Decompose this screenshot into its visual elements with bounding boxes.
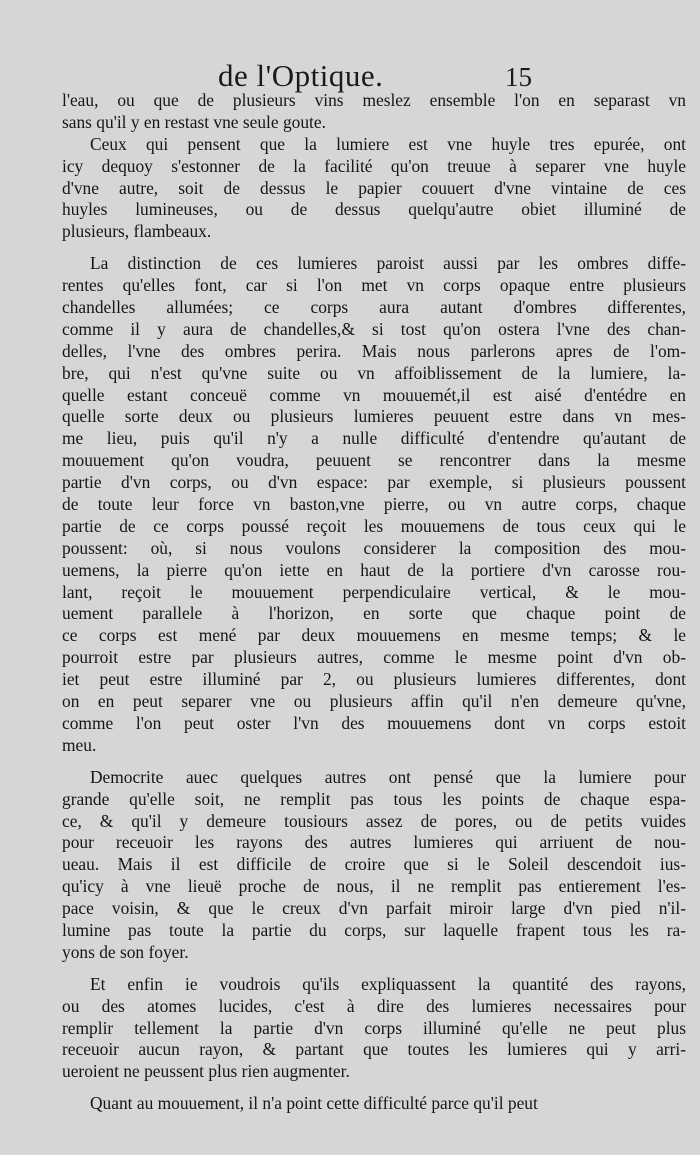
paragraph-gap	[62, 964, 686, 974]
text-line: huyles lumineuses, ou de dessus quelqu'autre obiet illuminé de	[62, 199, 686, 220]
text-line: quelle sorte deux ou plusieurs lumieres peuuent estre dans vn mes-	[62, 406, 686, 427]
text-line: ce corps est mené par deux mouuemens en mesme temps; & le	[62, 625, 686, 646]
text-line: Et enfin ie voudrois qu'ils expliquassent la quantité des rayons,	[90, 973, 686, 994]
text-line: remplir tellement la partie d'vn corps illuminé qu'elle ne peut plus	[62, 1017, 686, 1038]
text-line: yons de son foyer.	[62, 941, 189, 962]
text-line: ueau. Mais il est difficile de croire que si le Soleil descendoit ius-	[62, 854, 686, 875]
text-line: d'vne autre, soit de dessus le papier couuert d'vne vintaine de ces	[62, 177, 686, 198]
text-line: lant, reçoit le mouuement perpendiculaire vertical, & le mou-	[62, 581, 686, 602]
text-line: poussent: où, si nous voulons considerer la composition des mou-	[62, 537, 686, 558]
text-line: lumine pas toute la partie du corps, sur laquelle frapent tous les ra-	[62, 919, 686, 940]
paragraph-gap	[62, 757, 686, 767]
text-line: sans qu'il y en restast vne seule goute.	[62, 111, 326, 132]
text-line: Quant au mouuement, il n'a point cette difficulté parce qu'il peut	[90, 1093, 538, 1114]
text-line: Democrite auec quelques autres ont pensé que la lumiere pour	[90, 766, 686, 787]
paragraph	[62, 134, 686, 243]
text-line: delles, l'vne des ombres perira. Mais nous parlerons apres de l'om-	[62, 340, 686, 361]
text-line: partie d'vn corps, ou d'vn espace: par exemple, si plusieurs poussent	[62, 472, 686, 493]
text-line: ou des atomes lucides, c'est à dire des lumieres necessaires pour	[62, 995, 686, 1016]
text-line: uement parallele à l'horizon, en sorte que chaque point de	[62, 603, 686, 624]
text-line: meu.	[62, 734, 97, 755]
text-line: l'eau, ou que de plusieurs vins meslez ensemble l'on en separast vn	[62, 90, 686, 110]
text-line: de toute leur force vn baston,vne pierre, ou vn autre corps, chaque	[62, 494, 686, 515]
text-line: chandelles allumées; ce corps aura autant d'ombres differentes,	[62, 297, 686, 318]
paragraph	[62, 767, 686, 964]
text-line: quelle estant conceuë comme vn mouuemét,il est aisé d'entédre en	[62, 384, 686, 405]
text-line: pace voisin, & que le creux d'vn parfait miroir large d'vn pied n'il-	[62, 898, 686, 919]
text-line: ueroient ne peussent plus rien augmenter.	[62, 1061, 350, 1082]
text-line: rentes qu'elles font, car si l'on met vn corps opaque entre plusieurs	[62, 275, 686, 296]
text-line: grande qu'elle soit, ne remplit pas tous les points de chaque espa-	[62, 788, 686, 809]
text-line: pourroit estre par plusieurs autres, comme le mesme point d'vn ob-	[62, 647, 686, 668]
text-line: La distinction de ces lumieres paroist aussi par les ombres diffe-	[90, 253, 686, 274]
text-line: iet peut estre illuminé par 2, ou plusieurs lumieres differentes, dont	[62, 669, 686, 690]
running-title: de l'Optique.	[218, 58, 384, 93]
text-line: bre, qui n'est qu'vne suite ou vn affoiblissement de la lumiere, la-	[62, 362, 686, 383]
paragraph	[62, 1093, 686, 1115]
text-line: ce, & qu'il y demeure tousiours assez de pores, ou de petits vuides	[62, 810, 686, 831]
page-number: 15	[505, 62, 532, 92]
paragraph	[62, 90, 686, 134]
text-line: receuoir aucun rayon, & partant que toutes les lumieres qui y arri-	[62, 1039, 686, 1060]
body-text	[62, 90, 686, 1115]
text-line: qu'icy à vne lieuë proche de nous, il ne remplit pas entierement l'es-	[62, 876, 686, 897]
text-line: partie de ce corps poussé reçoit les mouuemens de tous ceux qui le	[62, 515, 686, 536]
paragraph-gap	[62, 1083, 686, 1093]
paragraph	[62, 253, 686, 756]
paragraph-gap	[62, 243, 686, 253]
text-line: on en peut separer vne ou plusieurs affin qu'il n'en demeure qu'vne,	[62, 691, 686, 712]
text-line: Ceux qui pensent que la lumiere est vne huyle tres epurée, ont	[90, 133, 686, 154]
text-line: icy dequoy s'estonner de la facilité qu'on treuue à separer vne huyle	[62, 155, 686, 176]
text-line: plusieurs, flambeaux.	[62, 221, 212, 242]
text-line: mouuement qu'on voudra, peuuent se rencontrer dans la mesme	[62, 450, 686, 471]
text-line: pour receuoir les rayons des autres lumieres qui arriuent de nou-	[62, 832, 686, 853]
text-line: uemens, la pierre qu'on iette en haut de la portiere d'vn carosse rou-	[62, 559, 686, 580]
text-line: comme l'on peut oster l'vn des mouuemens dont vn corps estoit	[62, 712, 686, 733]
text-line: comme il y aura de chandelles,& si tost qu'on ostera l'vne des chan-	[62, 318, 686, 339]
text-line: me lieu, puis qu'il n'y a nulle difficulté d'entendre qu'autant de	[62, 428, 686, 449]
paragraph	[62, 974, 686, 1083]
